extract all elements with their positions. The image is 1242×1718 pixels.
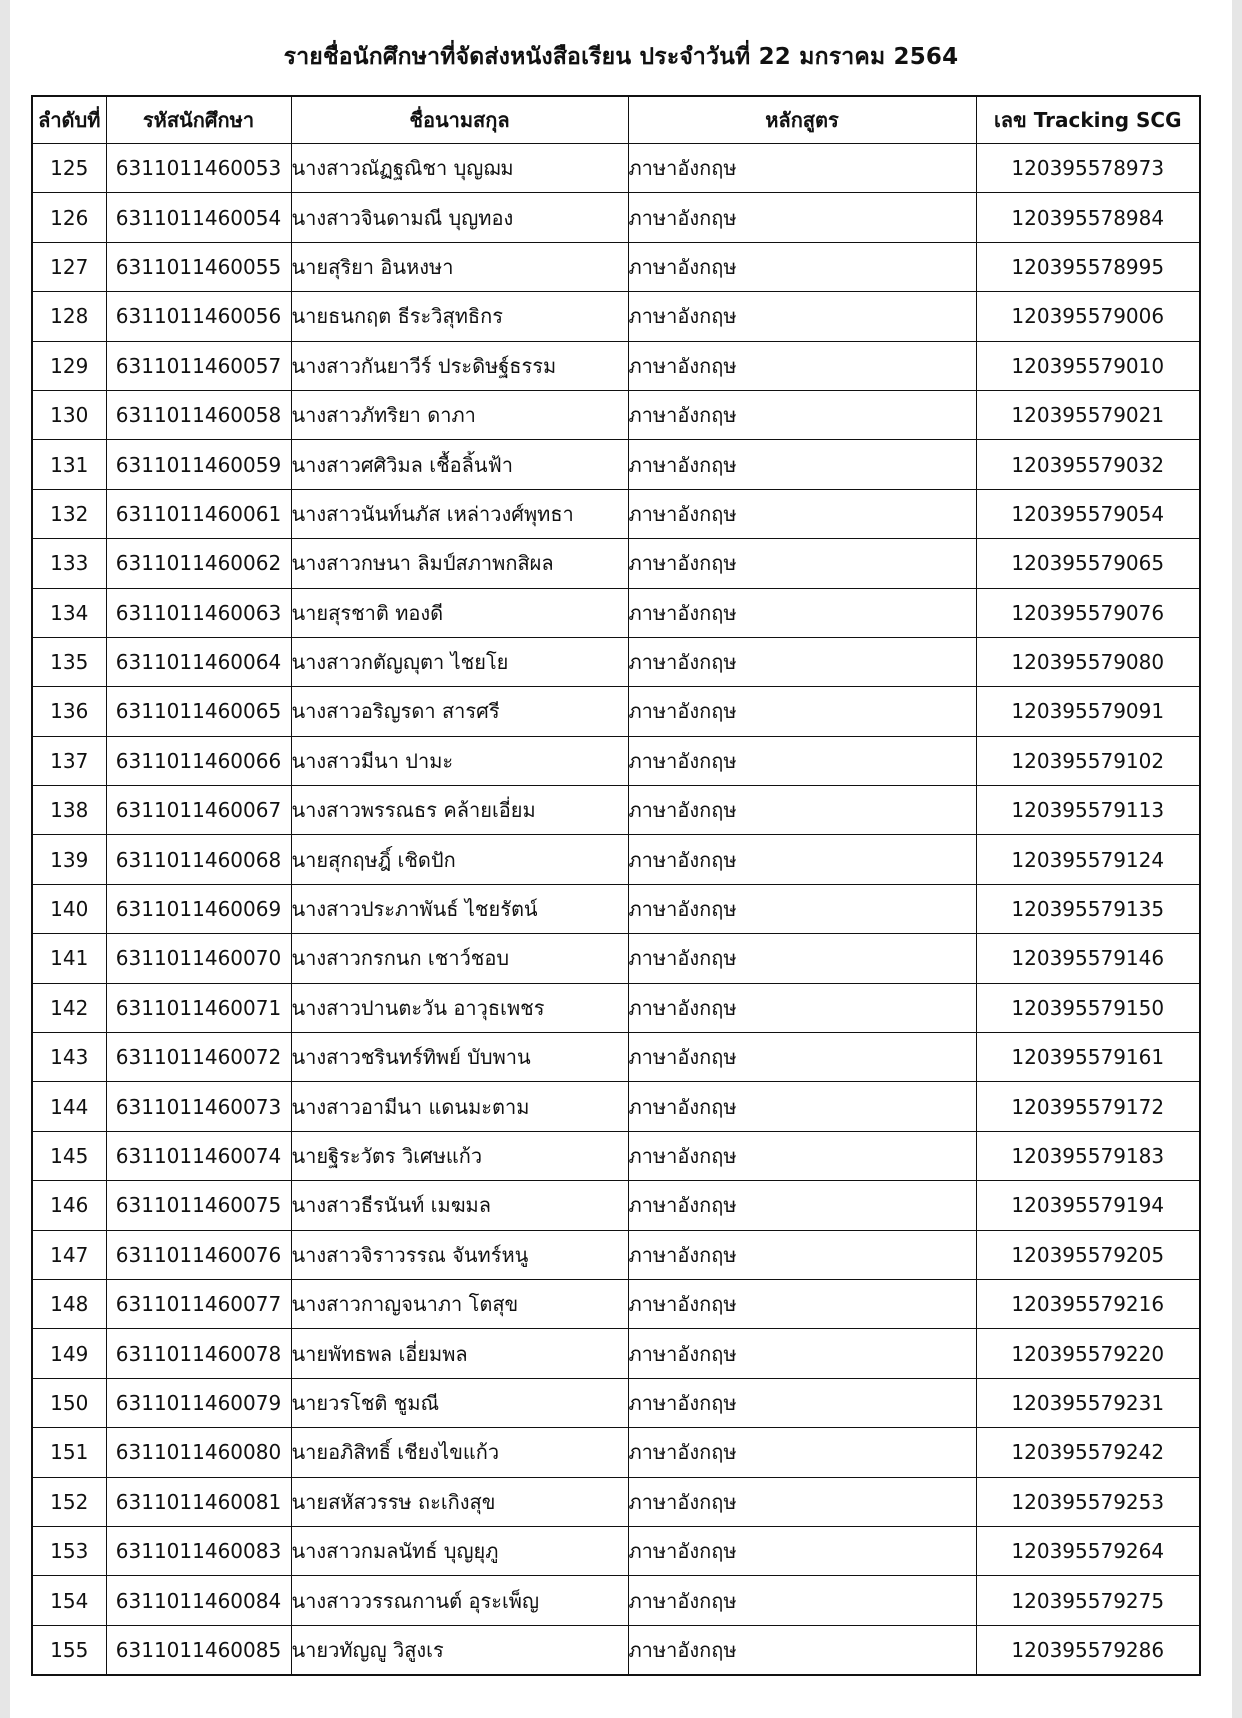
- table-row: [32, 1230, 1200, 1279]
- table-body: [32, 144, 1200, 1676]
- table-row: [32, 144, 1200, 193]
- cell-course: ภาษาอังกฤษ: [628, 1181, 976, 1230]
- cell-student-name: นางสาวประภาพันธ์ ไชยรัตน์: [291, 884, 628, 933]
- cell-student-name: นายสุริยา อินหงษา: [291, 242, 628, 291]
- cell-student-name: นายสหัสวรรษ ถะเกิงสุข: [291, 1477, 628, 1526]
- cell-row-number: 152: [32, 1477, 106, 1526]
- cell-student-id: 6311011460061: [106, 489, 291, 538]
- cell-student-id: 6311011460066: [106, 736, 291, 785]
- cell-student-id: 6311011460085: [106, 1625, 291, 1675]
- cell-student-name: นางสาวอามีนา แดนมะตาม: [291, 1082, 628, 1131]
- cell-row-number: 144: [32, 1082, 106, 1131]
- cell-student-name: นางสาวกันยาวีร์ ประดิษฐ์ธรรม: [291, 341, 628, 390]
- cell-row-number: 130: [32, 390, 106, 439]
- table-row: [32, 292, 1200, 341]
- cell-student-name: นางสาวนันท์นภัส เหล่าวงศ์พุทธา: [291, 489, 628, 538]
- cell-student-name: นายสุกฤษฎิ์ เชิดปัก: [291, 835, 628, 884]
- column-header-no: ลำดับที่: [32, 96, 106, 144]
- table-row: [32, 687, 1200, 736]
- cell-student-name: นางสาวภัทริยา ดาภา: [291, 390, 628, 439]
- cell-row-number: 151: [32, 1428, 106, 1477]
- cell-course: ภาษาอังกฤษ: [628, 341, 976, 390]
- column-header-student-id: รหัสนักศึกษา: [106, 96, 291, 144]
- cell-tracking-number: 120395579010: [976, 341, 1200, 390]
- cell-student-id: 6311011460077: [106, 1279, 291, 1328]
- cell-course: ภาษาอังกฤษ: [628, 983, 976, 1032]
- table-row: [32, 242, 1200, 291]
- cell-tracking-number: 120395579054: [976, 489, 1200, 538]
- cell-course: ภาษาอังกฤษ: [628, 1378, 976, 1427]
- cell-course: ภาษาอังกฤษ: [628, 687, 976, 736]
- cell-student-name: นางสาวกมลนัทธ์ บุญยุภู: [291, 1526, 628, 1575]
- table-row: [32, 1033, 1200, 1082]
- table-row: [32, 1082, 1200, 1131]
- cell-course: ภาษาอังกฤษ: [628, 736, 976, 785]
- table-row: [32, 736, 1200, 785]
- cell-course: ภาษาอังกฤษ: [628, 1279, 976, 1328]
- cell-tracking-number: 120395579102: [976, 736, 1200, 785]
- cell-tracking-number: 120395579021: [976, 390, 1200, 439]
- cell-row-number: 154: [32, 1576, 106, 1625]
- cell-tracking-number: 120395579065: [976, 539, 1200, 588]
- table-row: [32, 1625, 1200, 1675]
- cell-course: ภาษาอังกฤษ: [628, 390, 976, 439]
- cell-tracking-number: 120395579113: [976, 786, 1200, 835]
- student-shipment-table: [31, 95, 1201, 1676]
- cell-course: ภาษาอังกฤษ: [628, 144, 976, 193]
- cell-tracking-number: 120395579135: [976, 884, 1200, 933]
- cell-row-number: 136: [32, 687, 106, 736]
- cell-student-id: 6311011460068: [106, 835, 291, 884]
- cell-row-number: 141: [32, 934, 106, 983]
- cell-student-id: 6311011460081: [106, 1477, 291, 1526]
- cell-tracking-number: 120395579161: [976, 1033, 1200, 1082]
- cell-row-number: 135: [32, 637, 106, 686]
- cell-student-id: 6311011460073: [106, 1082, 291, 1131]
- cell-student-name: นางสาวธีรนันท์ เมฆมล: [291, 1181, 628, 1230]
- cell-tracking-number: 120395579253: [976, 1477, 1200, 1526]
- table-row: [32, 1329, 1200, 1378]
- cell-course: ภาษาอังกฤษ: [628, 835, 976, 884]
- cell-student-id: 6311011460071: [106, 983, 291, 1032]
- cell-row-number: 155: [32, 1625, 106, 1675]
- table-row: [32, 1378, 1200, 1427]
- cell-course: ภาษาอังกฤษ: [628, 489, 976, 538]
- cell-row-number: 128: [32, 292, 106, 341]
- table-row: [32, 440, 1200, 489]
- cell-student-id: 6311011460054: [106, 193, 291, 242]
- table-row: [32, 884, 1200, 933]
- cell-student-name: นายวรโชติ ชูมณี: [291, 1378, 628, 1427]
- cell-student-name: นางสาวมีนา ปามะ: [291, 736, 628, 785]
- cell-student-name: นางสาวณัฏฐณิชา บุญฌม: [291, 144, 628, 193]
- cell-student-name: นายพัทธพล เอี่ยมพล: [291, 1329, 628, 1378]
- cell-row-number: 125: [32, 144, 106, 193]
- cell-row-number: 142: [32, 983, 106, 1032]
- cell-student-name: นายสุรชาติ ทองดี: [291, 588, 628, 637]
- cell-student-id: 6311011460067: [106, 786, 291, 835]
- table-row: [32, 637, 1200, 686]
- cell-student-id: 6311011460069: [106, 884, 291, 933]
- cell-tracking-number: 120395579205: [976, 1230, 1200, 1279]
- cell-tracking-number: 120395579076: [976, 588, 1200, 637]
- cell-student-name: นางสาวพรรณธร คล้ายเอี่ยม: [291, 786, 628, 835]
- cell-course: ภาษาอังกฤษ: [628, 786, 976, 835]
- cell-row-number: 138: [32, 786, 106, 835]
- cell-row-number: 140: [32, 884, 106, 933]
- cell-tracking-number: 120395579275: [976, 1576, 1200, 1625]
- cell-student-name: นางสาวจิราวรรณ จันทร์หนู: [291, 1230, 628, 1279]
- cell-student-id: 6311011460084: [106, 1576, 291, 1625]
- column-header-name: ชื่อนามสกุล: [291, 96, 628, 144]
- column-header-tracking: เลข Tracking SCG: [976, 96, 1200, 144]
- document-page: [10, 0, 1232, 1718]
- cell-course: ภาษาอังกฤษ: [628, 637, 976, 686]
- cell-tracking-number: 120395579242: [976, 1428, 1200, 1477]
- cell-course: ภาษาอังกฤษ: [628, 1230, 976, 1279]
- cell-tracking-number: 120395579080: [976, 637, 1200, 686]
- cell-row-number: 145: [32, 1131, 106, 1180]
- cell-student-name: นายฐิระวัตร วิเศษแก้ว: [291, 1131, 628, 1180]
- cell-student-name: นายวทัญญู วิสูงเร: [291, 1625, 628, 1675]
- cell-tracking-number: 120395579194: [976, 1181, 1200, 1230]
- cell-course: ภาษาอังกฤษ: [628, 1033, 976, 1082]
- cell-tracking-number: 120395578973: [976, 144, 1200, 193]
- cell-student-id: 6311011460079: [106, 1378, 291, 1427]
- table-row: [32, 539, 1200, 588]
- cell-student-id: 6311011460072: [106, 1033, 291, 1082]
- cell-tracking-number: 120395578995: [976, 242, 1200, 291]
- table-row: [32, 588, 1200, 637]
- cell-student-name: นางสาวอริญรดา สารศรี: [291, 687, 628, 736]
- table-row: [32, 934, 1200, 983]
- cell-tracking-number: 120395579172: [976, 1082, 1200, 1131]
- cell-row-number: 149: [32, 1329, 106, 1378]
- cell-student-name: นางสาววรรณกานต์ อุระเพ็ญ: [291, 1576, 628, 1625]
- cell-student-id: 6311011460062: [106, 539, 291, 588]
- cell-row-number: 147: [32, 1230, 106, 1279]
- cell-student-name: นางสาวจินดามณี บุญทอง: [291, 193, 628, 242]
- cell-course: ภาษาอังกฤษ: [628, 242, 976, 291]
- cell-tracking-number: 120395579032: [976, 440, 1200, 489]
- cell-course: ภาษาอังกฤษ: [628, 539, 976, 588]
- cell-course: ภาษาอังกฤษ: [628, 1576, 976, 1625]
- cell-tracking-number: 120395579146: [976, 934, 1200, 983]
- table-row: [32, 983, 1200, 1032]
- cell-course: ภาษาอังกฤษ: [628, 1625, 976, 1675]
- document-title: รายชื่อนักศึกษาที่จัดส่งหนังสือเรียน ประจำวันที่ 22 มกราคม 2564: [283, 44, 959, 70]
- cell-tracking-number: 120395579216: [976, 1279, 1200, 1328]
- table-row: [32, 193, 1200, 242]
- cell-course: ภาษาอังกฤษ: [628, 1082, 976, 1131]
- cell-student-id: 6311011460083: [106, 1526, 291, 1575]
- cell-student-id: 6311011460078: [106, 1329, 291, 1378]
- table-row: [32, 1526, 1200, 1575]
- cell-row-number: 132: [32, 489, 106, 538]
- cell-course: ภาษาอังกฤษ: [628, 1526, 976, 1575]
- cell-course: ภาษาอังกฤษ: [628, 1131, 976, 1180]
- cell-tracking-number: 120395579264: [976, 1526, 1200, 1575]
- cell-row-number: 131: [32, 440, 106, 489]
- cell-tracking-number: 120395579091: [976, 687, 1200, 736]
- cell-row-number: 153: [32, 1526, 106, 1575]
- cell-row-number: 133: [32, 539, 106, 588]
- cell-course: ภาษาอังกฤษ: [628, 884, 976, 933]
- cell-row-number: 134: [32, 588, 106, 637]
- cell-student-id: 6311011460074: [106, 1131, 291, 1180]
- cell-course: ภาษาอังกฤษ: [628, 440, 976, 489]
- cell-course: ภาษาอังกฤษ: [628, 588, 976, 637]
- cell-course: ภาษาอังกฤษ: [628, 934, 976, 983]
- cell-student-id: 6311011460080: [106, 1428, 291, 1477]
- cell-course: ภาษาอังกฤษ: [628, 292, 976, 341]
- cell-student-id: 6311011460070: [106, 934, 291, 983]
- cell-row-number: 139: [32, 835, 106, 884]
- table-row: [32, 1181, 1200, 1230]
- table-row: [32, 786, 1200, 835]
- cell-tracking-number: 120395579124: [976, 835, 1200, 884]
- cell-course: ภาษาอังกฤษ: [628, 1428, 976, 1477]
- cell-student-id: 6311011460057: [106, 341, 291, 390]
- cell-student-name: นางสาวกรกนก เชาว์ชอบ: [291, 934, 628, 983]
- cell-course: ภาษาอังกฤษ: [628, 1329, 976, 1378]
- column-header-course: หลักสูตร: [628, 96, 976, 144]
- cell-tracking-number: 120395579006: [976, 292, 1200, 341]
- cell-row-number: 126: [32, 193, 106, 242]
- cell-student-id: 6311011460056: [106, 292, 291, 341]
- cell-student-name: นางสาวกาญจนาภา โตสุข: [291, 1279, 628, 1328]
- cell-row-number: 148: [32, 1279, 106, 1328]
- cell-tracking-number: 120395578984: [976, 193, 1200, 242]
- cell-row-number: 129: [32, 341, 106, 390]
- table-row: [32, 1576, 1200, 1625]
- table-row: [32, 1477, 1200, 1526]
- cell-student-name: นางสาวปานตะวัน อาวุธเพชร: [291, 983, 628, 1032]
- cell-row-number: 137: [32, 736, 106, 785]
- table-row: [32, 489, 1200, 538]
- cell-tracking-number: 120395579231: [976, 1378, 1200, 1427]
- cell-tracking-number: 120395579286: [976, 1625, 1200, 1675]
- cell-tracking-number: 120395579150: [976, 983, 1200, 1032]
- table-row: [32, 1131, 1200, 1180]
- cell-student-id: 6311011460065: [106, 687, 291, 736]
- cell-student-name: นางสาวชรินทร์ทิพย์ บับพาน: [291, 1033, 628, 1082]
- cell-student-id: 6311011460076: [106, 1230, 291, 1279]
- table-row: [32, 1428, 1200, 1477]
- cell-student-id: 6311011460063: [106, 588, 291, 637]
- cell-row-number: 143: [32, 1033, 106, 1082]
- cell-row-number: 146: [32, 1181, 106, 1230]
- table-row: [32, 1279, 1200, 1328]
- table-header-row: [32, 96, 1200, 144]
- cell-student-id: 6311011460064: [106, 637, 291, 686]
- cell-student-id: 6311011460055: [106, 242, 291, 291]
- cell-student-id: 6311011460053: [106, 144, 291, 193]
- cell-tracking-number: 120395579220: [976, 1329, 1200, 1378]
- table-row: [32, 341, 1200, 390]
- cell-student-name: นางสาวกษนา ลิมป์สภาพกสิผล: [291, 539, 628, 588]
- table-row: [32, 390, 1200, 439]
- cell-student-name: นางสาวศศิวิมล เชื้อลิ้นฟ้า: [291, 440, 628, 489]
- table-row: [32, 835, 1200, 884]
- cell-row-number: 127: [32, 242, 106, 291]
- cell-row-number: 150: [32, 1378, 106, 1427]
- cell-tracking-number: 120395579183: [976, 1131, 1200, 1180]
- cell-course: ภาษาอังกฤษ: [628, 193, 976, 242]
- cell-student-name: นายธนกฤต ธีระวิสุทธิกร: [291, 292, 628, 341]
- cell-student-name: นายอภิสิทธิ์ เชียงไขแก้ว: [291, 1428, 628, 1477]
- cell-student-name: นางสาวกตัญญุตา ไชยโย: [291, 637, 628, 686]
- cell-student-id: 6311011460075: [106, 1181, 291, 1230]
- cell-course: ภาษาอังกฤษ: [628, 1477, 976, 1526]
- cell-student-id: 6311011460058: [106, 390, 291, 439]
- cell-student-id: 6311011460059: [106, 440, 291, 489]
